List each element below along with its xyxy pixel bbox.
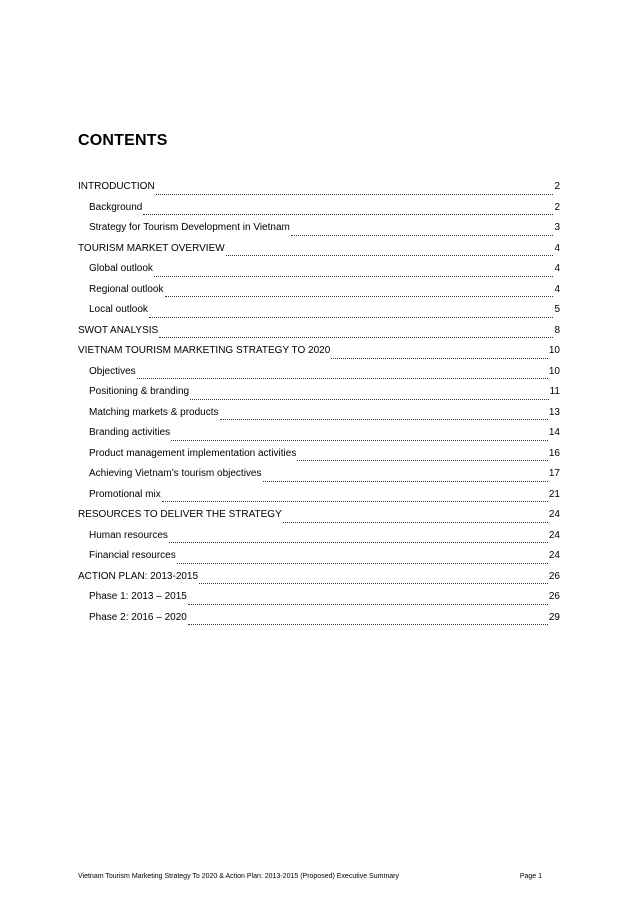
toc-entry-label: Branding activities — [89, 427, 171, 438]
toc-dot-leader — [162, 500, 548, 502]
toc-dot-leader — [137, 377, 548, 379]
toc-entry-label: Background — [89, 201, 143, 213]
toc-section-entry[interactable] — [78, 242, 560, 263]
toc-entry-label: Objectives — [89, 365, 136, 377]
toc-entry-label: Regional outlook — [89, 283, 164, 295]
toc-section-entry[interactable] — [78, 508, 560, 529]
page-footer — [78, 873, 542, 880]
toc-subsection-entry[interactable] — [78, 611, 560, 632]
toc-entry-label: Global outlook — [89, 263, 153, 274]
toc-subsection-entry[interactable] — [78, 447, 560, 468]
toc-entry-page-number: 8 — [554, 324, 560, 336]
toc-entry-page-number: 10 — [548, 345, 560, 356]
toc-dot-leader — [291, 234, 554, 236]
page-title: CONTENTS — [78, 132, 168, 149]
toc-subsection-entry[interactable] — [78, 529, 560, 550]
toc-dot-leader — [220, 418, 548, 420]
toc-entry-page-number: 4 — [554, 242, 560, 254]
toc-subsection-entry[interactable] — [78, 385, 560, 406]
toc-entry-page-number: 14 — [548, 427, 560, 438]
toc-dot-leader — [154, 275, 554, 277]
toc-subsection-entry[interactable] — [78, 262, 560, 283]
toc-section-entry[interactable] — [78, 180, 560, 201]
toc-dot-leader — [143, 213, 553, 215]
toc-dot-leader — [156, 193, 554, 195]
toc-entry-label: ACTION PLAN: 2013-2015 — [78, 570, 199, 582]
toc-entry-page-number: 5 — [554, 304, 560, 315]
toc-dot-leader — [169, 541, 548, 543]
toc-entry-page-number: 24 — [548, 529, 560, 541]
toc-dot-leader — [283, 521, 548, 523]
toc-dot-leader — [188, 603, 548, 605]
toc-entry-label: INTRODUCTION — [78, 181, 155, 192]
toc-entry-page-number: 16 — [548, 447, 560, 459]
toc-entry-label: Local outlook — [89, 304, 148, 315]
toc-entry-label: Matching markets & products — [89, 406, 219, 418]
toc-dot-leader — [190, 398, 549, 400]
toc-subsection-entry[interactable] — [78, 590, 560, 611]
toc-subsection-entry[interactable] — [78, 406, 560, 427]
toc-subsection-entry[interactable] — [78, 221, 560, 242]
table-of-contents — [78, 180, 560, 631]
toc-subsection-entry[interactable] — [78, 488, 560, 509]
toc-subsection-entry[interactable] — [78, 426, 560, 447]
toc-entry-page-number: 29 — [548, 611, 560, 623]
toc-dot-leader — [149, 316, 554, 318]
footer-text: Vietnam Tourism Marketing Strategy To 2020 & Action Plan: 2013-2015 (Proposed) Executive Summary — [78, 873, 400, 880]
toc-entry-page-number: 24 — [548, 509, 560, 520]
toc-entry-page-number: 2 — [554, 181, 560, 192]
toc-entry-page-number: 17 — [548, 468, 560, 479]
toc-entry-page-number: 21 — [548, 488, 560, 500]
toc-entry-label: Positioning & branding — [89, 386, 190, 397]
toc-entry-label: Phase 2: 2016 – 2020 — [89, 611, 187, 623]
toc-entry-label: Strategy for Tourism Development in Vietnam — [89, 222, 290, 233]
toc-subsection-entry[interactable] — [78, 303, 560, 324]
toc-entry-page-number: 24 — [548, 550, 560, 561]
toc-dot-leader — [171, 439, 548, 441]
toc-dot-leader — [188, 623, 548, 625]
toc-subsection-entry[interactable] — [78, 365, 560, 386]
toc-entry-label: Promotional mix — [89, 488, 161, 500]
toc-entry-page-number: 4 — [554, 263, 560, 274]
toc-dot-leader — [199, 582, 548, 584]
toc-subsection-entry[interactable] — [78, 201, 560, 222]
toc-entry-page-number: 4 — [554, 283, 560, 295]
toc-entry-page-number: 2 — [554, 201, 560, 213]
toc-dot-leader — [297, 459, 548, 461]
toc-entry-page-number: 3 — [554, 222, 560, 233]
toc-dot-leader — [263, 480, 548, 482]
toc-entry-label: Human resources — [89, 529, 168, 541]
toc-subsection-entry[interactable] — [78, 467, 560, 488]
toc-entry-page-number: 26 — [548, 591, 560, 602]
toc-dot-leader — [331, 357, 548, 359]
toc-dot-leader — [177, 562, 548, 564]
toc-entry-label: Financial resources — [89, 550, 176, 561]
toc-section-entry[interactable] — [78, 570, 560, 591]
toc-entry-label: Phase 1: 2013 – 2015 — [89, 591, 187, 602]
toc-subsection-entry[interactable] — [78, 549, 560, 570]
toc-section-entry[interactable] — [78, 324, 560, 345]
toc-dot-leader — [226, 254, 554, 256]
toc-entry-page-number: 26 — [548, 570, 560, 582]
toc-entry-label: Product management implementation activities — [89, 447, 297, 459]
toc-dot-leader — [165, 295, 554, 297]
toc-entry-label: VIETNAM TOURISM MARKETING STRATEGY TO 2020 — [78, 345, 331, 356]
toc-entry-page-number: 13 — [548, 406, 560, 418]
toc-entry-label: TOURISM MARKET OVERVIEW — [78, 242, 225, 254]
toc-entry-label: SWOT ANALYSIS — [78, 324, 159, 336]
footer-page-number: Page 1 — [519, 873, 542, 880]
toc-entry-label: RESOURCES TO DELIVER THE STRATEGY — [78, 509, 282, 520]
toc-section-entry[interactable] — [78, 344, 560, 365]
toc-entry-label: Achieving Vietnam’s tourism objectives — [89, 468, 262, 479]
toc-entry-page-number: 10 — [548, 365, 560, 377]
toc-entry-page-number: 11 — [549, 386, 560, 397]
toc-dot-leader — [159, 336, 553, 338]
toc-subsection-entry[interactable] — [78, 283, 560, 304]
